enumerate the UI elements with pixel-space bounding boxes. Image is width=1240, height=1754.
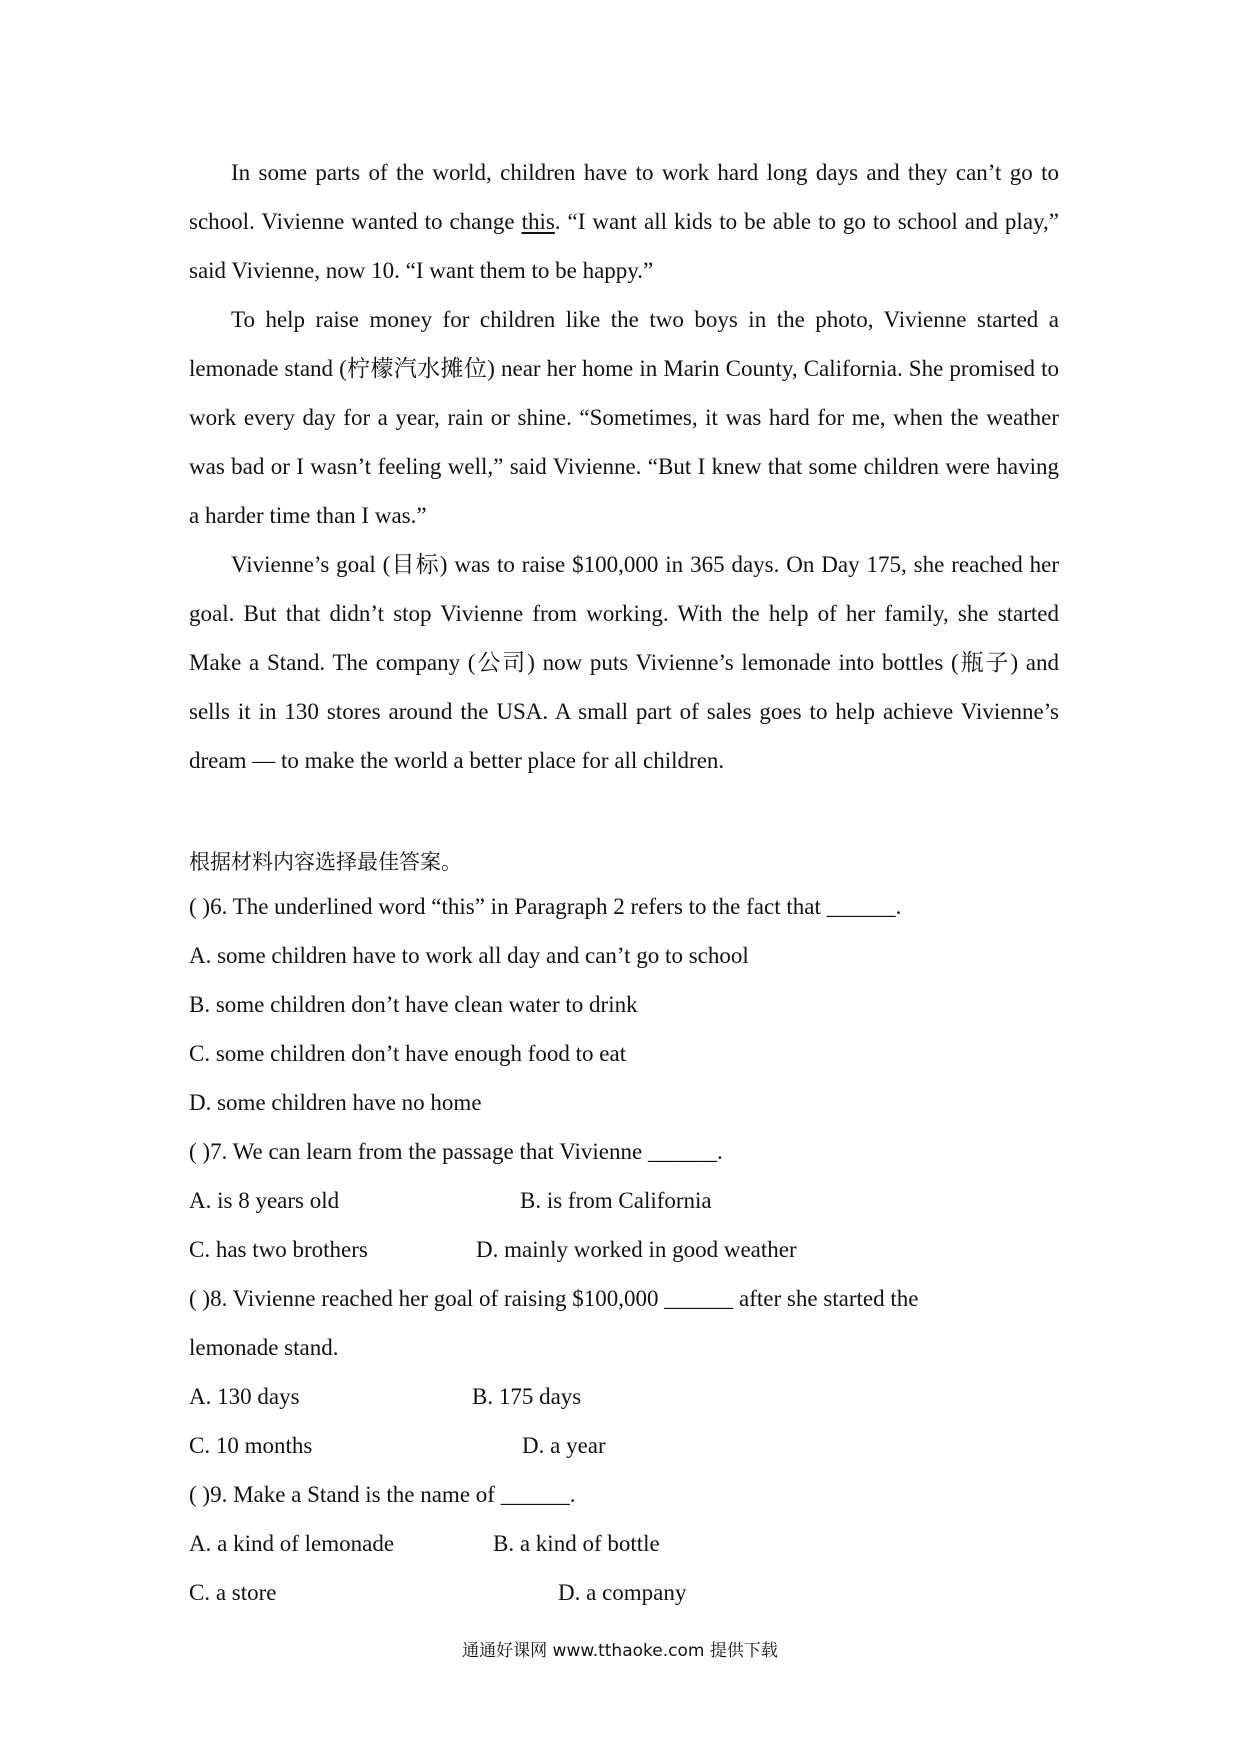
paragraph-3: Vivienne’s goal (目标) was to raise $100,000 in 365 days. On Day 175, she reached her goal. But that didn’t stop Vivienne from working. With the help of her family, she started Make a Stand. The company (公司) now puts Vivienne’s lemonade into bottles (瓶子) and sells it in 130 stores around the USA. A small part of sales goes to help achieve Vivienne’s dream — to make the world a better place for all children. bbox=[189, 552, 1059, 773]
question-8-stem: ( )8. Vivienne reached her goal of raising $100,000 ______ after she started the bbox=[189, 1286, 919, 1311]
footer-source-note: 通通好课网 www.tthaoke.com 提供下载 bbox=[462, 1641, 778, 1661]
question-8-option-a: A. 130 days bbox=[189, 1384, 300, 1409]
question-7-option-d: D. mainly worked in good weather bbox=[476, 1237, 797, 1262]
question-7-option-a: A. is 8 years old bbox=[189, 1188, 340, 1213]
question-8-option-c: C. 10 months bbox=[189, 1433, 313, 1458]
question-6-stem: ( )6. The underlined word “this” in Paragraph 2 refers to the fact that ______. bbox=[189, 894, 902, 919]
paragraph-1 bbox=[189, 148, 1059, 295]
question-8-option-d: D. a year bbox=[522, 1433, 606, 1458]
paragraph-2: To help raise money for children like the two boys in the photo, Vivienne started a lemonade stand (柠檬汽水摊位) near her home in Marin County, California. She promised to work every day for a year, rain or shine. “Sometimes, it was hard for me, when the weather was bad or I wasn’t feeling well,” said Vivienne. “But I knew that some children were having a harder time than I was.” bbox=[189, 307, 1059, 528]
question-7-option-b: B. is from California bbox=[520, 1188, 712, 1213]
question-9-option-d: D. a company bbox=[558, 1580, 687, 1605]
question-8-stem-continued: lemonade stand. bbox=[189, 1335, 339, 1360]
question-6-option-d: D. some children have no home bbox=[189, 1090, 482, 1115]
question-6-option-a: A. some children have to work all day and can’t go to school bbox=[189, 943, 749, 968]
question-6-option-b: B. some children don’t have clean water to drink bbox=[189, 992, 638, 1017]
question-9-stem: ( )9. Make a Stand is the name of ______. bbox=[189, 1482, 576, 1507]
underlined-word: this bbox=[521, 209, 555, 234]
instruction: 根据材料内容选择最佳答案。 bbox=[189, 850, 462, 874]
question-9-option-a: A. a kind of lemonade bbox=[189, 1531, 395, 1556]
paragraph-1-text-end: . “I want all kids to be able to go to school and play,” said Vivienne, now 10. “I want them to be happy.” bbox=[189, 209, 1059, 283]
question-9-option-b: B. a kind of bottle bbox=[493, 1531, 660, 1556]
paragraph-1-text-start: In some parts of the world, children have to work hard long days and they can’t go to school. Vivienne wanted to change bbox=[189, 160, 1059, 234]
question-6-option-c: C. some children don’t have enough food to eat bbox=[189, 1041, 627, 1066]
question-7-stem: ( )7. We can learn from the passage that Vivienne ______. bbox=[189, 1139, 723, 1164]
question-9-option-c: C. a store bbox=[189, 1580, 277, 1605]
question-7-option-c: C. has two brothers bbox=[189, 1237, 368, 1262]
question-8-option-b: B. 175 days bbox=[472, 1384, 582, 1409]
